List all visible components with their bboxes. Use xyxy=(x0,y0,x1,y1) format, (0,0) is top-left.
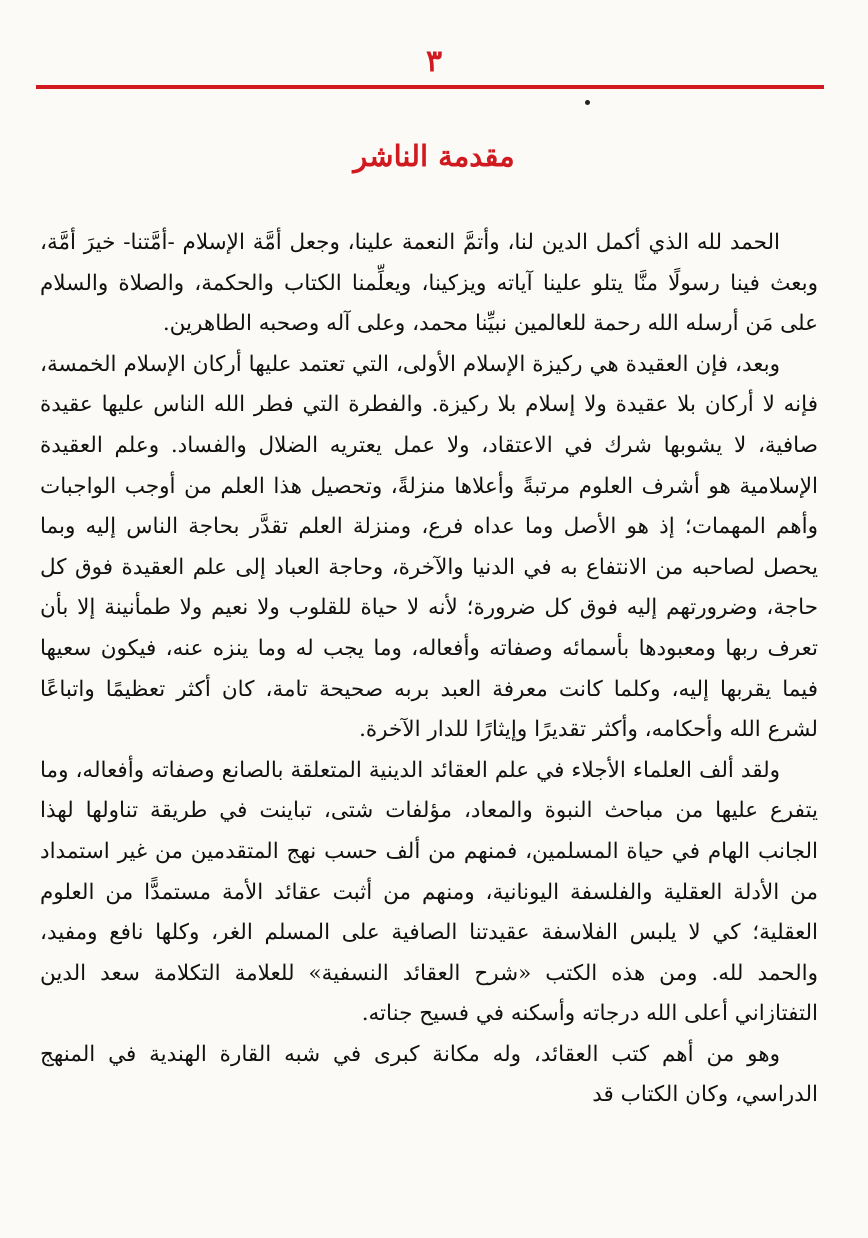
paragraph-4: وهو من أهم كتب العقائد، وله مكانة كبرى في شبه القارة الهندية في المنهج الدراسي، وكان الكتاب قد xyxy=(40,1041,818,1108)
header-rule xyxy=(36,85,824,89)
paragraph-1: الحمد لله الذي أكمل الدين لنا، وأتمَّ النعمة علينا، وجعل أمَّة الإسلام -أمَّتنا- خيرَ أمَّة، وبعث فينا رسولًا منَّا يتلو علينا آياته ويزكينا، ويعلِّمنا الكتاب والحكمة، والصلاة والسلام على مَن أرسله الله رحمة للعالمين نبيِّنا محمد، وعلى آله وصحبه الطاهرين. xyxy=(40,230,818,337)
body-text xyxy=(40,223,818,1116)
page-number: ٣ xyxy=(425,44,443,79)
print-speck xyxy=(585,100,590,105)
paragraph-2: وبعد، فإن العقيدة هي ركيزة الإسلام الأولى، التي تعتمد عليها أركان الإسلام الخمسة، فإنه لا أركان بلا عقيدة ولا إسلام بلا ركيزة. والفطرة التي فطر الله الناس عليها عقيدة صافية، لا يشوبها شرك في الاعتقاد، ولا عمل يعتريه الضلال والفساد. وعلم العقيدة الإسلامية هو أشرف العلوم مرتبةً وأعلاها منزلةً، وتحصيل هذا العلم من أوجب الواجبات وأهم المهمات؛ إذ هو الأصل وما عداه فرع، ومنزلة العلم تقدَّر بحاجة الناس إليه وبما يحصل لصاحبه من الانتفاع به في الدنيا والآخرة، وحاجة العباد إلى علم العقيدة فوق كل حاجة، وضرورتهم إليه فوق كل ضرورة؛ لأنه لا حياة للقلوب ولا نعيم ولا طمأنينة إلا بأن تعرف ربها ومعبودها بأسمائه وصفاته وأفعاله، وما يجب له وما ينزه عنه، فيكون سعيها فيما يقربها إليه، وكلما كانت معرفة العبد بربه صحيحة تامة، كان أكثر تعظيمًا واتباعًا لشرع الله وأحكامه، وأكثر تقديرًا وإيثارًا للدار الآخرة. xyxy=(40,351,818,743)
paragraph-3: ولقد ألف العلماء الأجلاء في علم العقائد الدينية المتعلقة بالصانع وصفاته وأفعاله، وما يتفرع عليها من مباحث النبوة والمعاد، مؤلفات شتى، تباينت في طريقة تناولها لهذا الجانب الهام في حياة المسلمين، فمنهم من ألف حسب نهج المتقدمين من غير استمداد من الأدلة العقلية والفلسفة اليونانية، ومنهم من أثبت عقائد الأمة مستمدًّا من العلوم العقلية؛ كي لا يلبس الفلاسفة عقيدتنا الصافية على المسلم الغر، وكلها نافع ومفيد، والحمد لله. ومن هذه الكتب «شرح العقائد النسفية» للعلامة التكلامة سعد الدين التفتازاني أعلى الله درجاته وأسكنه في فسيح جناته. xyxy=(40,757,818,1027)
page-title: مقدمة الناشر xyxy=(353,139,515,173)
